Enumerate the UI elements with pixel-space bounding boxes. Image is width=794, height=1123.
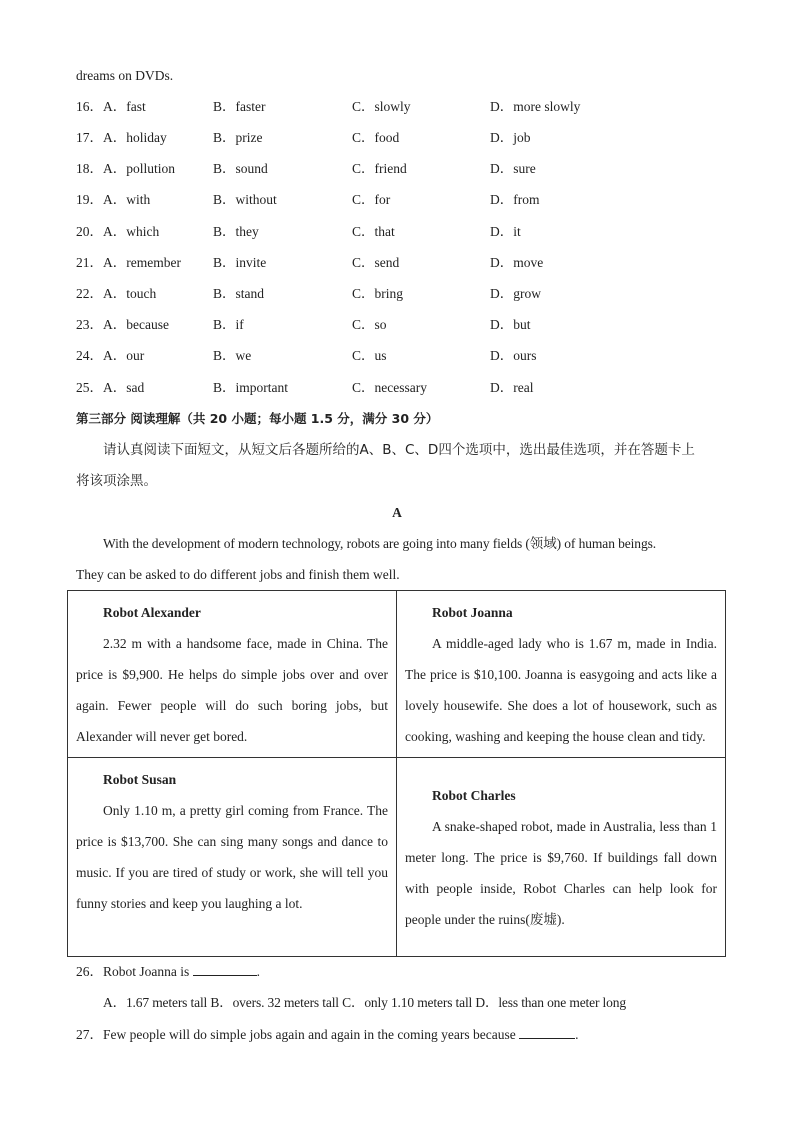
question-number-and-option-a: 22．A．touch bbox=[76, 286, 157, 301]
option-d: D．move bbox=[490, 255, 544, 270]
option-c: C．friend bbox=[352, 161, 407, 176]
option-d: D．it bbox=[490, 224, 521, 239]
option-d: D．grow bbox=[490, 286, 541, 301]
option-d: D．sure bbox=[490, 161, 536, 176]
option-c: C．us bbox=[352, 348, 387, 363]
option-d: D．from bbox=[490, 192, 540, 207]
option-b: B．prize bbox=[213, 130, 263, 145]
option-d: D．job bbox=[490, 130, 531, 145]
robot-description: A middle-aged lady who is 1.67 m, made in India. The price is $10,100. Joanna is easygoing and acts like a lovely housewife. She does a lot of housework, such as cooking, washing and keeping the house clean and tidy. bbox=[405, 636, 717, 744]
option-c: C．slowly bbox=[352, 99, 411, 114]
passage-tail-line: dreams on DVDs. bbox=[76, 68, 174, 83]
option-row-19 bbox=[76, 190, 716, 210]
robot-cell-susan bbox=[68, 758, 397, 957]
robot-cell-charles bbox=[397, 758, 726, 957]
option-row-23 bbox=[76, 315, 716, 335]
question-number-and-option-a: 21．A．remember bbox=[76, 255, 181, 270]
robot-description: 2.32 m with a handsome face, made in China. The price is $9,900. He helps do simple jobs over and over again. Fewer people will do such boring jobs, but Alexander will never get bored. bbox=[76, 636, 388, 744]
passage-label: A bbox=[392, 505, 402, 520]
option-c: C．that bbox=[352, 224, 395, 239]
option-b: B．they bbox=[213, 224, 259, 239]
option-b: B．faster bbox=[213, 99, 266, 114]
question-number-and-option-a: 20．A．which bbox=[76, 224, 160, 239]
option-row-16 bbox=[76, 97, 716, 117]
option-b: B．invite bbox=[213, 255, 267, 270]
instruction-line-2: 将该项涂黑。 bbox=[76, 473, 157, 489]
robot-cell-joanna bbox=[397, 591, 726, 758]
question-number-and-option-a: 19．A．with bbox=[76, 192, 151, 207]
robot-description: A snake-shaped robot, made in Australia, less than 1 meter long. The price is $9,760. If buildings fall down with people inside, Robot Charles can help look for people under the ruins(废墟). bbox=[405, 818, 717, 927]
answer-blank bbox=[193, 963, 257, 976]
option-row-18 bbox=[76, 159, 716, 179]
question-27 bbox=[76, 1025, 579, 1045]
robot-name: Robot Joanna bbox=[432, 605, 513, 620]
robot-cell-alexander bbox=[68, 591, 397, 758]
intro-line-2: They can be asked to do different jobs and finish them well. bbox=[76, 567, 400, 582]
option-b: B．sound bbox=[213, 161, 268, 176]
robot-description: Only 1.10 m, a pretty girl coming from France. The price is $13,700. She can sing many songs and dance to music. If you are tired of study or work, she will tell you funny stories and keep you laughing a lot. bbox=[76, 803, 388, 911]
question-number-and-option-a: 16．A．fast bbox=[76, 99, 146, 114]
question-27-end: . bbox=[575, 1027, 579, 1042]
answer-blank bbox=[519, 1026, 575, 1039]
robot-name: Robot Susan bbox=[103, 772, 177, 787]
question-number-and-option-a: 23．A．because bbox=[76, 317, 169, 332]
option-d: D．more slowly bbox=[490, 99, 581, 114]
option-c: C．food bbox=[352, 130, 400, 145]
option-b: B．without bbox=[213, 192, 277, 207]
question-26-options: A．1.67 meters tall B．overs. 32 meters tall C．only 1.10 meters tall D．less than one meter long bbox=[103, 995, 626, 1010]
option-c: C．for bbox=[352, 192, 391, 207]
option-c: C．necessary bbox=[352, 380, 427, 395]
section-title: 第三部分 阅读理解（共 20 小题；每小题 1.5 分，满分 30 分） bbox=[76, 411, 439, 426]
option-c: C．bring bbox=[352, 286, 404, 301]
question-number-and-option-a: 18．A．pollution bbox=[76, 161, 176, 176]
option-row-25 bbox=[76, 378, 716, 398]
option-c: C．so bbox=[352, 317, 387, 332]
option-row-22 bbox=[76, 284, 716, 304]
option-b: B．if bbox=[213, 317, 244, 332]
option-row-24 bbox=[76, 346, 716, 366]
question-26-end: . bbox=[256, 964, 260, 979]
question-26-stem: 26．Robot Joanna is bbox=[76, 964, 190, 979]
option-b: B．stand bbox=[213, 286, 265, 301]
question-number-and-option-a: 24．A．our bbox=[76, 348, 145, 363]
option-c: C．send bbox=[352, 255, 400, 270]
intro-line-1: With the development of modern technology, robots are going into many fields (领域) of human beings. bbox=[103, 536, 657, 551]
robot-name: Robot Alexander bbox=[103, 605, 201, 620]
option-b: B．important bbox=[213, 380, 288, 395]
question-number-and-option-a: 25．A．sad bbox=[76, 380, 145, 395]
option-row-17 bbox=[76, 128, 716, 148]
instruction-line-1: 请认真阅读下面短文，从短文后各题所给的A、B、C、D四个选项中，选出最佳选项，并在答题卡上 bbox=[103, 442, 695, 458]
option-d: D．but bbox=[490, 317, 531, 332]
option-row-20 bbox=[76, 222, 716, 242]
option-b: B．we bbox=[213, 348, 252, 363]
option-row-21 bbox=[76, 253, 716, 273]
question-number-and-option-a: 17．A．holiday bbox=[76, 130, 167, 145]
robot-name: Robot Charles bbox=[432, 787, 516, 803]
question-26 bbox=[76, 962, 260, 982]
robot-table bbox=[67, 590, 726, 957]
question-27-stem: 27．Few people will do simple jobs again and again in the coming years because bbox=[76, 1027, 516, 1042]
option-d: D．real bbox=[490, 380, 534, 395]
option-d: D．ours bbox=[490, 348, 537, 363]
